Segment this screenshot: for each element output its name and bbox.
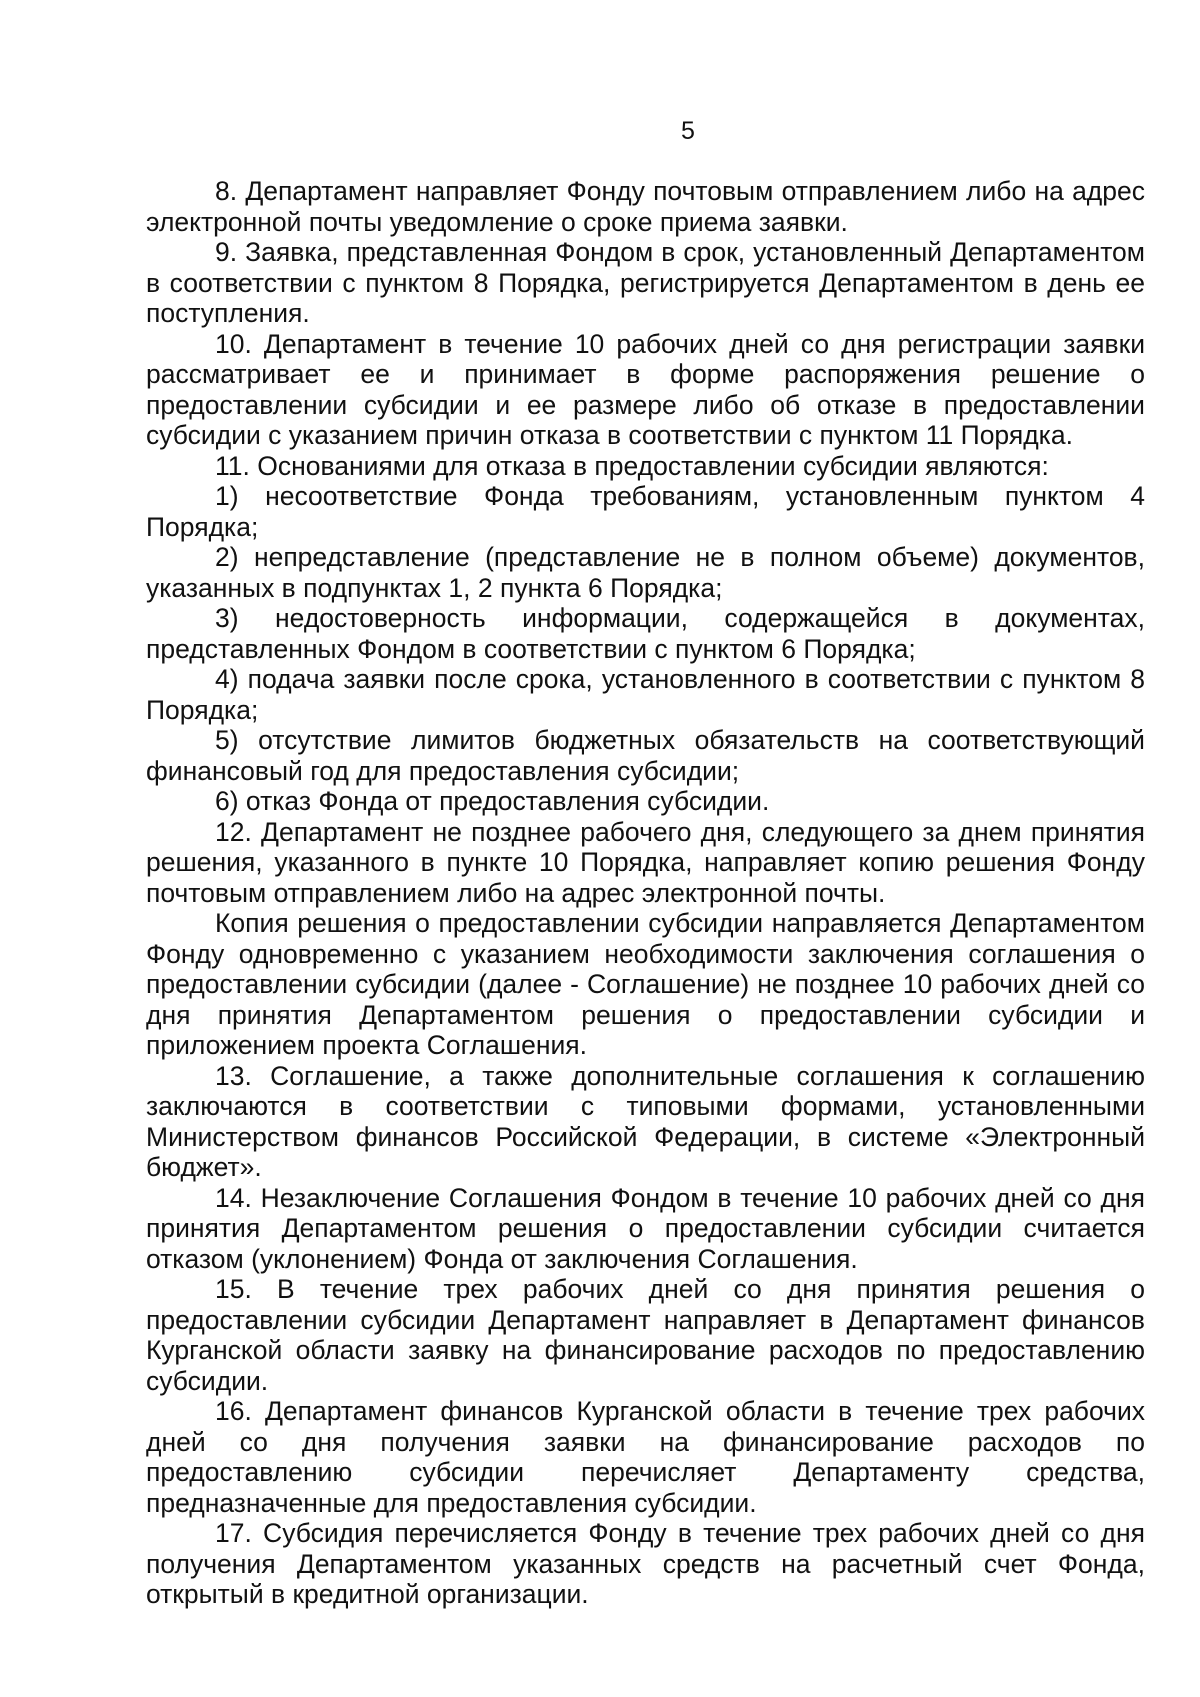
document-body: [146, 176, 1145, 1610]
paragraph-15: 15. В течение трех рабочих дней со дня принятия решения о предоставлении субсидии Департамент направляет в Департамент финансов Курганской области заявку на финансирование расходов по предоставлению субсидии.: [146, 1274, 1145, 1396]
paragraph-11-item-6: 6) отказ Фонда от предоставления субсидии.: [215, 786, 770, 816]
paragraph-11-item-2: 2) непредставление (представление не в полном объеме) документов, указанных в подпунктах 1, 2 пункта 6 Порядка;: [146, 542, 1145, 603]
paragraph-16: 16. Департамент финансов Курганской области в течение трех рабочих дней со дня получения заявки на финансирование расходов по предоставлению субсидии перечисляет Департаменту средства, предназначенные для предоставления субсидии.: [146, 1396, 1145, 1518]
paragraph-11-item-4: 4) подача заявки после срока, установленного в соответствии с пунктом 8 Порядка;: [146, 664, 1145, 725]
paragraph-10: 10. Департамент в течение 10 рабочих дней со дня регистрации заявки рассматривает ее и принимает в форме распоряжения решение о предоставлении субсидии и ее размере либо об отказе в предоставлении субсидии с указанием причин отказа в соответствии с пунктом 11 Порядка.: [146, 328, 1145, 450]
page-number: 5: [681, 117, 695, 145]
paragraph-11-item-5: 5) отсутствие лимитов бюджетных обязательств на соответствующий финансовый год для предоставления субсидии;: [146, 725, 1145, 786]
paragraph-11-item-1: 1) несоответствие Фонда требованиям, установленным пунктом 4 Порядка;: [146, 481, 1145, 542]
paragraph-11-item-3: 3) недостоверность информации, содержащейся в документах, представленных Фондом в соответствии с пунктом 6 Порядка;: [146, 603, 1145, 664]
paragraph-13: 13. Соглашение, а также дополнительные соглашения к соглашению заключаются в соответствии с типовыми формами, установленными Министерством финансов Российской Федерации, в системе «Электронный бюджет».: [146, 1060, 1145, 1182]
paragraph-12-continued: Копия решения о предоставлении субсидии направляется Департаментом Фонду одновременно с указанием необходимости заключения соглашения о предоставлении субсидии (далее - Соглашение) не позднее 10 рабочих дней со дня принятия Департаментом решения о предоставлении субсидии и приложением проекта Соглашения.: [146, 908, 1145, 1060]
paragraph-9: 9. Заявка, представленная Фондом в срок, установленный Департаментом в соответствии с пунктом 8 Порядка, регистрируется Департаментом в день ее поступления.: [146, 237, 1145, 328]
paragraph-11: 11. Основаниями для отказа в предоставлении субсидии являются:: [215, 450, 1049, 481]
paragraph-12: 12. Департамент не позднее рабочего дня, следующего за днем принятия решения, указанного в пункте 10 Порядка, направляет копию решения Фонду почтовым отправлением либо на адрес электронной почты.: [146, 816, 1145, 908]
paragraph-14: 14. Незаключение Соглашения Фондом в течение 10 рабочих дней со дня принятия Департаментом решения о предоставлении субсидии считается отказом (уклонением) Фонда от заключения Соглашения.: [146, 1182, 1145, 1274]
paragraph-8: 8. Департамент направляет Фонду почтовым отправлением либо на адрес электронной почты уведомление о сроке приема заявки.: [146, 176, 1145, 237]
paragraph-17: 17. Субсидия перечисляется Фонду в течение трех рабочих дней со дня получения Департаментом указанных средств на расчетный счет Фонда, открытый в кредитной организации.: [146, 1518, 1145, 1609]
